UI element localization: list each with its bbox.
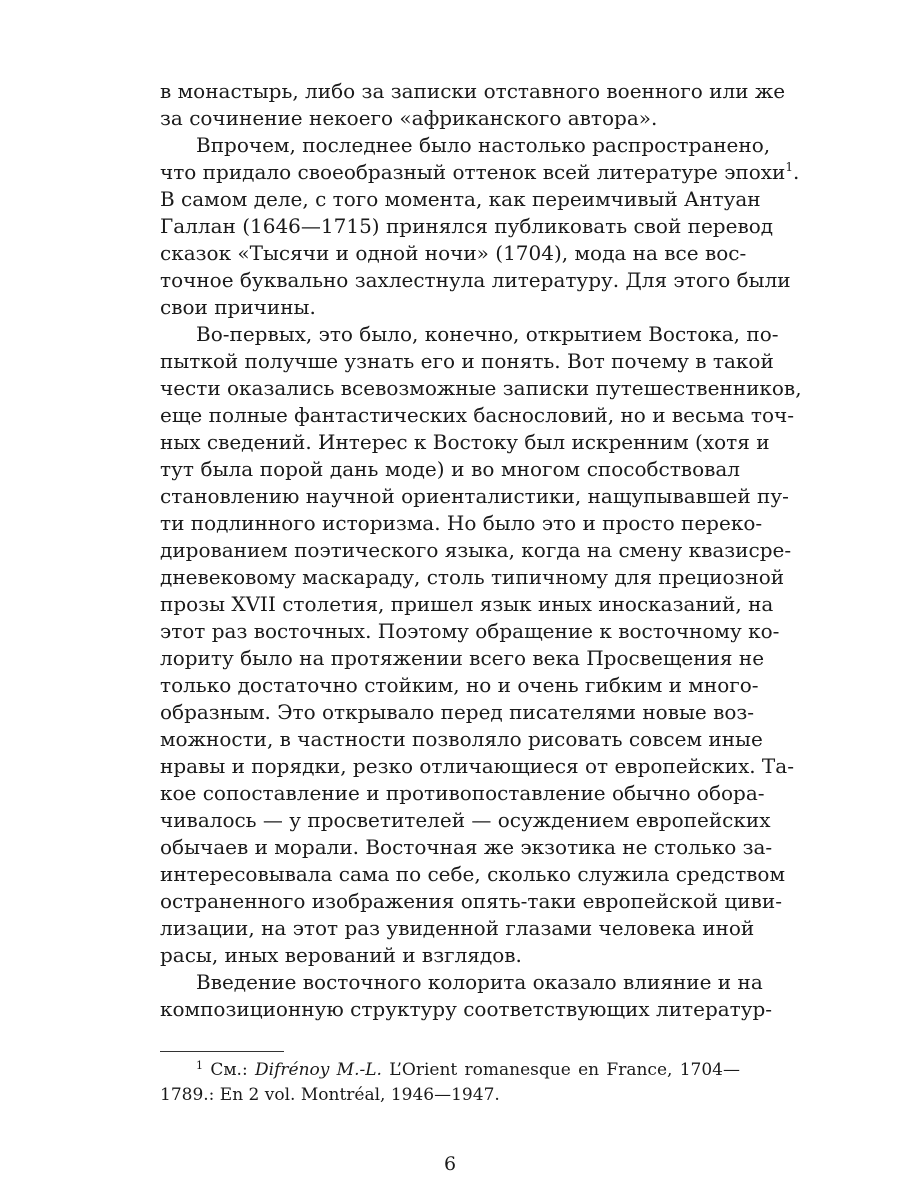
text-line: Впрочем, последнее было настолько распространено, <box>196 133 771 157</box>
text-line-tail: . <box>793 160 800 184</box>
text-line: лориту было на протяжении всего века Просвещения не <box>160 646 765 670</box>
footnote-reference[interactable]: 1 <box>785 160 794 174</box>
footnote-title: L’Orient romanesque en France, 1704— <box>389 1060 741 1080</box>
text-line: в монастырь, либо за записки отставного военного или же <box>160 79 786 103</box>
text-line: тут была порой дань моде) и во многом способствовал <box>160 457 740 481</box>
footnote-author: Difrénoy M.-L. <box>255 1060 382 1080</box>
text-line: только достаточно стойким, но и очень гибким и много- <box>160 673 759 697</box>
footnote-prefix: См.: <box>210 1060 248 1080</box>
text-line: композиционную структуру соответствующих литератур- <box>160 997 773 1021</box>
text-line-with-footnote-ref <box>160 159 800 186</box>
text-line: что придало своеобразный оттенок всей литературе эпохи <box>160 160 786 184</box>
text-line: точное буквально захлестнула литературу. Для этого были <box>160 268 791 292</box>
text-line: В самом деле, с того момента, как переимчивый Антуан <box>160 187 761 211</box>
text-line: Во-первых, это было, конечно, открытием Востока, по- <box>196 322 779 346</box>
text-line: дневековому маскараду, столь типичному для прециозной <box>160 565 785 589</box>
text-line: чивалось — у просветителей — осуждением европейских <box>160 808 771 832</box>
text-line: кое сопоставление и противопоставление обычно обора- <box>160 781 765 805</box>
text-line: Галлан (1646—1715) принялся публиковать свой перевод <box>160 214 774 238</box>
text-line: Введение восточного колорита оказало влияние и на <box>196 970 763 994</box>
text-line: образным. Это открывало перед писателями новые воз- <box>160 700 755 724</box>
text-line: этот раз восточных. Поэтому обращение к восточному ко- <box>160 619 780 643</box>
text-line: ти подлинного историзма. Но было это и просто переко- <box>160 511 763 535</box>
footnote-separator <box>160 1051 284 1052</box>
text-line: интересовывала сама по себе, сколько служила средством <box>160 862 786 886</box>
text-line: лизации, на этот раз увиденной глазами человека иной <box>160 916 755 940</box>
text-line: прозы XVII столетия, пришел язык иных иносказаний, на <box>160 592 774 616</box>
text-line: дированием поэтического языка, когда на смену квазисре- <box>160 538 792 562</box>
footnote-line <box>160 1058 740 1083</box>
text-line: пыткой получше узнать его и понять. Вот почему в такой <box>160 349 774 373</box>
page-number: 6 <box>443 1153 457 1175</box>
main-text <box>160 78 802 1023</box>
text-line: свои причины. <box>160 295 316 319</box>
text-line: еще полные фантастических баснословий, но и весьма точ- <box>160 403 795 427</box>
text-line: ных сведений. Интерес к Востоку был искренним (хотя и <box>160 430 770 454</box>
text-line: остраненного изображения опять-таки европейской циви- <box>160 889 782 913</box>
text-line: можности, в частности позволяло рисовать совсем иные <box>160 727 763 751</box>
footnote-line: 1789.: En 2 vol. Montréal, 1946—1947. <box>160 1085 500 1105</box>
footnote <box>160 1058 740 1108</box>
text-line: становлению научной ориенталистики, нащупывавшей пу- <box>160 484 789 508</box>
text-line: за сочинение некоего «африканского автора». <box>160 106 658 130</box>
text-line: обычаев и морали. Восточная же экзотика не столько за- <box>160 835 773 859</box>
text-line: расы, иных верований и взглядов. <box>160 943 522 967</box>
text-line: сказок «Тысячи и одной ночи» (1704), мода на все вос- <box>160 241 747 265</box>
footnote-mark: 1 <box>196 1059 203 1072</box>
text-line: чести оказались всевозможные записки путешественников, <box>160 376 802 400</box>
text-line: нравы и порядки, резко отличающиеся от европейских. Та- <box>160 754 794 778</box>
